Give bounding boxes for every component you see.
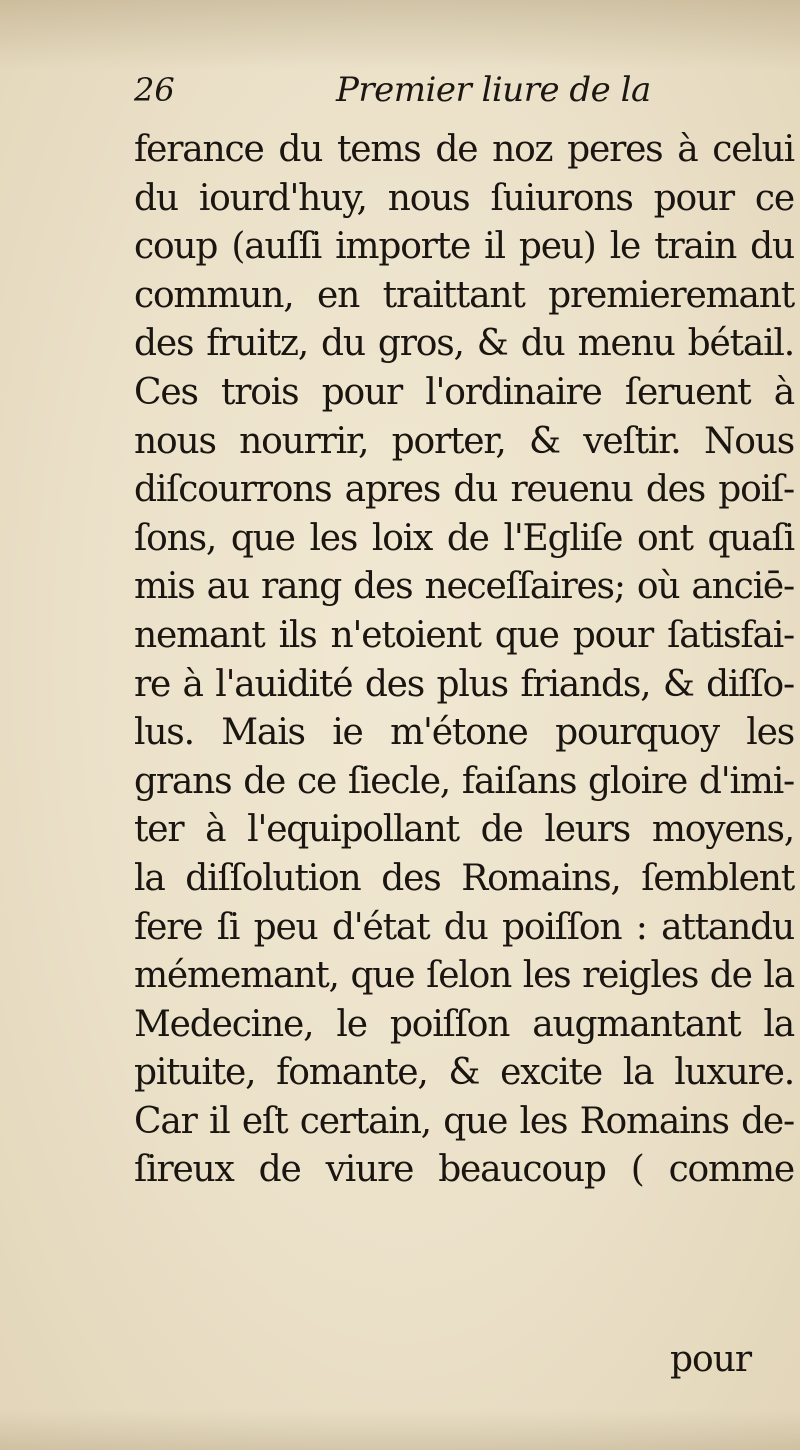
text-line: ſons, que les loix de l'Egliſe ont quaſi	[134, 517, 794, 559]
text-line: nemant ils n'etoient que pour ſatisfai-	[134, 614, 794, 656]
text-line: Medecine, le poiſſon augmantant la	[134, 1003, 794, 1045]
top-edge-shadow	[0, 0, 800, 70]
text-line: nous nourrir, porter, & veſtir. Nous	[134, 420, 794, 462]
text-line: la diſſolution des Romains, ſemblent	[134, 857, 794, 899]
text-line: ſireux de viure beaucoup ( comme	[134, 1149, 794, 1191]
text-line: des fruitz, du gros, & du menu bétail.	[134, 323, 794, 365]
page-header	[134, 68, 694, 112]
text-line: mis au rang des neceſſaires; où anciē-	[134, 566, 794, 608]
text-line: commun, en traittant premieremant	[134, 274, 794, 316]
bottom-edge-shadow	[0, 1410, 800, 1450]
text-line: pituite, fomante, & excite la luxure.	[134, 1052, 794, 1094]
text-line: grans de ce ſiecle, faiſans gloire d'imi-	[134, 760, 794, 802]
text-line: coup (auſſi importe il peu) le train du	[134, 226, 794, 268]
text-line: lus. Mais ie m'étone pourquoy les	[134, 712, 794, 754]
text-line: Car il eſt certain, que les Romains de-	[134, 1100, 794, 1142]
text-line: re à l'auidité des plus friands, & diſſo-	[134, 663, 794, 705]
text-line: diſcourrons apres du reuenu des poiſ-	[134, 469, 794, 511]
body-text	[134, 126, 794, 1195]
catchword: pour	[670, 1339, 752, 1380]
running-head: Premier liure de la	[336, 70, 651, 110]
text-line: ferance du tems de noz peres à celui	[134, 129, 794, 170]
page-number: 26	[134, 71, 175, 109]
text-line: mémemant, que ſelon les reigles de la	[134, 955, 794, 997]
text-line: du iourd'huy, nous ſuiurons pour ce	[134, 177, 794, 219]
text-line: fere ſi peu d'état du poiſſon : attandu	[134, 906, 794, 948]
text-line: Ces trois pour l'ordinaire ſeruent à	[134, 371, 794, 413]
text-line: ter à l'equipollant de leurs moyens,	[134, 809, 794, 851]
